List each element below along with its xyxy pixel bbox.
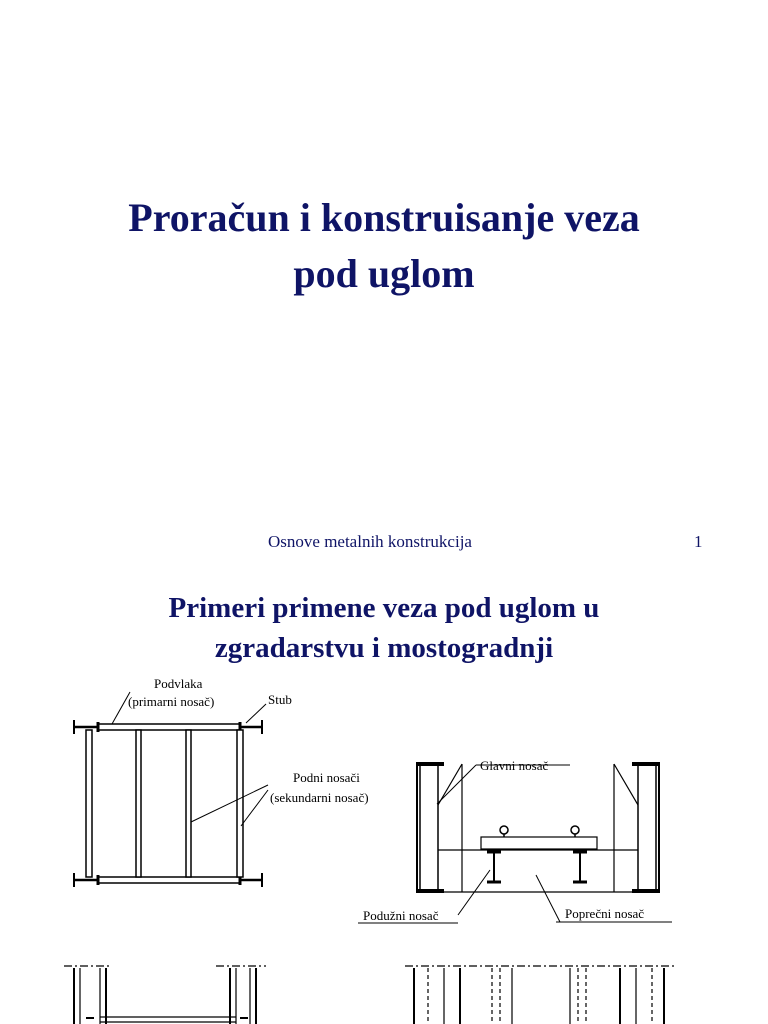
rail-left: [500, 826, 508, 834]
structural-drawing: [0, 660, 768, 1024]
top-primary-beam: [98, 724, 240, 730]
bottom-primary-beam: [98, 877, 240, 883]
footer-page-number: 1: [694, 532, 703, 551]
footer-course-name: Osnove metalnih konstrukcija: [268, 532, 472, 551]
title-line-1: Proračun i konstruisanje veza: [128, 195, 640, 240]
label-poduzni-nosac: Podužni nosač: [363, 908, 439, 923]
bridge-cross-section: [358, 764, 672, 923]
label-poprecni-nosac: Poprečni nosač: [565, 906, 645, 921]
title-2-line-2: zgradarstvu i mostogradnji: [214, 632, 554, 664]
floor-plan-left: [74, 692, 268, 887]
title-line-2: pod uglom: [293, 251, 475, 296]
secondary-beam-2: [136, 730, 141, 877]
left-main-girder: [420, 764, 438, 892]
partial-drawing-right: [405, 966, 675, 1024]
partial-drawing-left: [64, 966, 266, 1024]
secondary-beam-3: [186, 730, 191, 877]
label-primarni-nosac: (primarni nosač): [128, 694, 215, 709]
slide-2-title: [0, 588, 768, 668]
label-podvlaka: Podvlaka: [154, 676, 203, 691]
label-glavni-nosac: Glavni nosač: [480, 758, 549, 773]
label-sekundarni-nosac: (sekundarni nosač): [270, 790, 369, 805]
deck-plate: [481, 837, 597, 849]
label-podni-nosaci: Podni nosači: [293, 770, 360, 785]
secondary-beam-1: [86, 730, 92, 877]
title-2-line-1: Primeri primene veza pod uglom u: [168, 592, 600, 624]
secondary-beam-4: [237, 730, 243, 877]
label-stub: Stub: [268, 692, 292, 707]
right-main-girder: [638, 764, 656, 892]
slide-title: [0, 190, 768, 302]
rail-right: [571, 826, 579, 834]
